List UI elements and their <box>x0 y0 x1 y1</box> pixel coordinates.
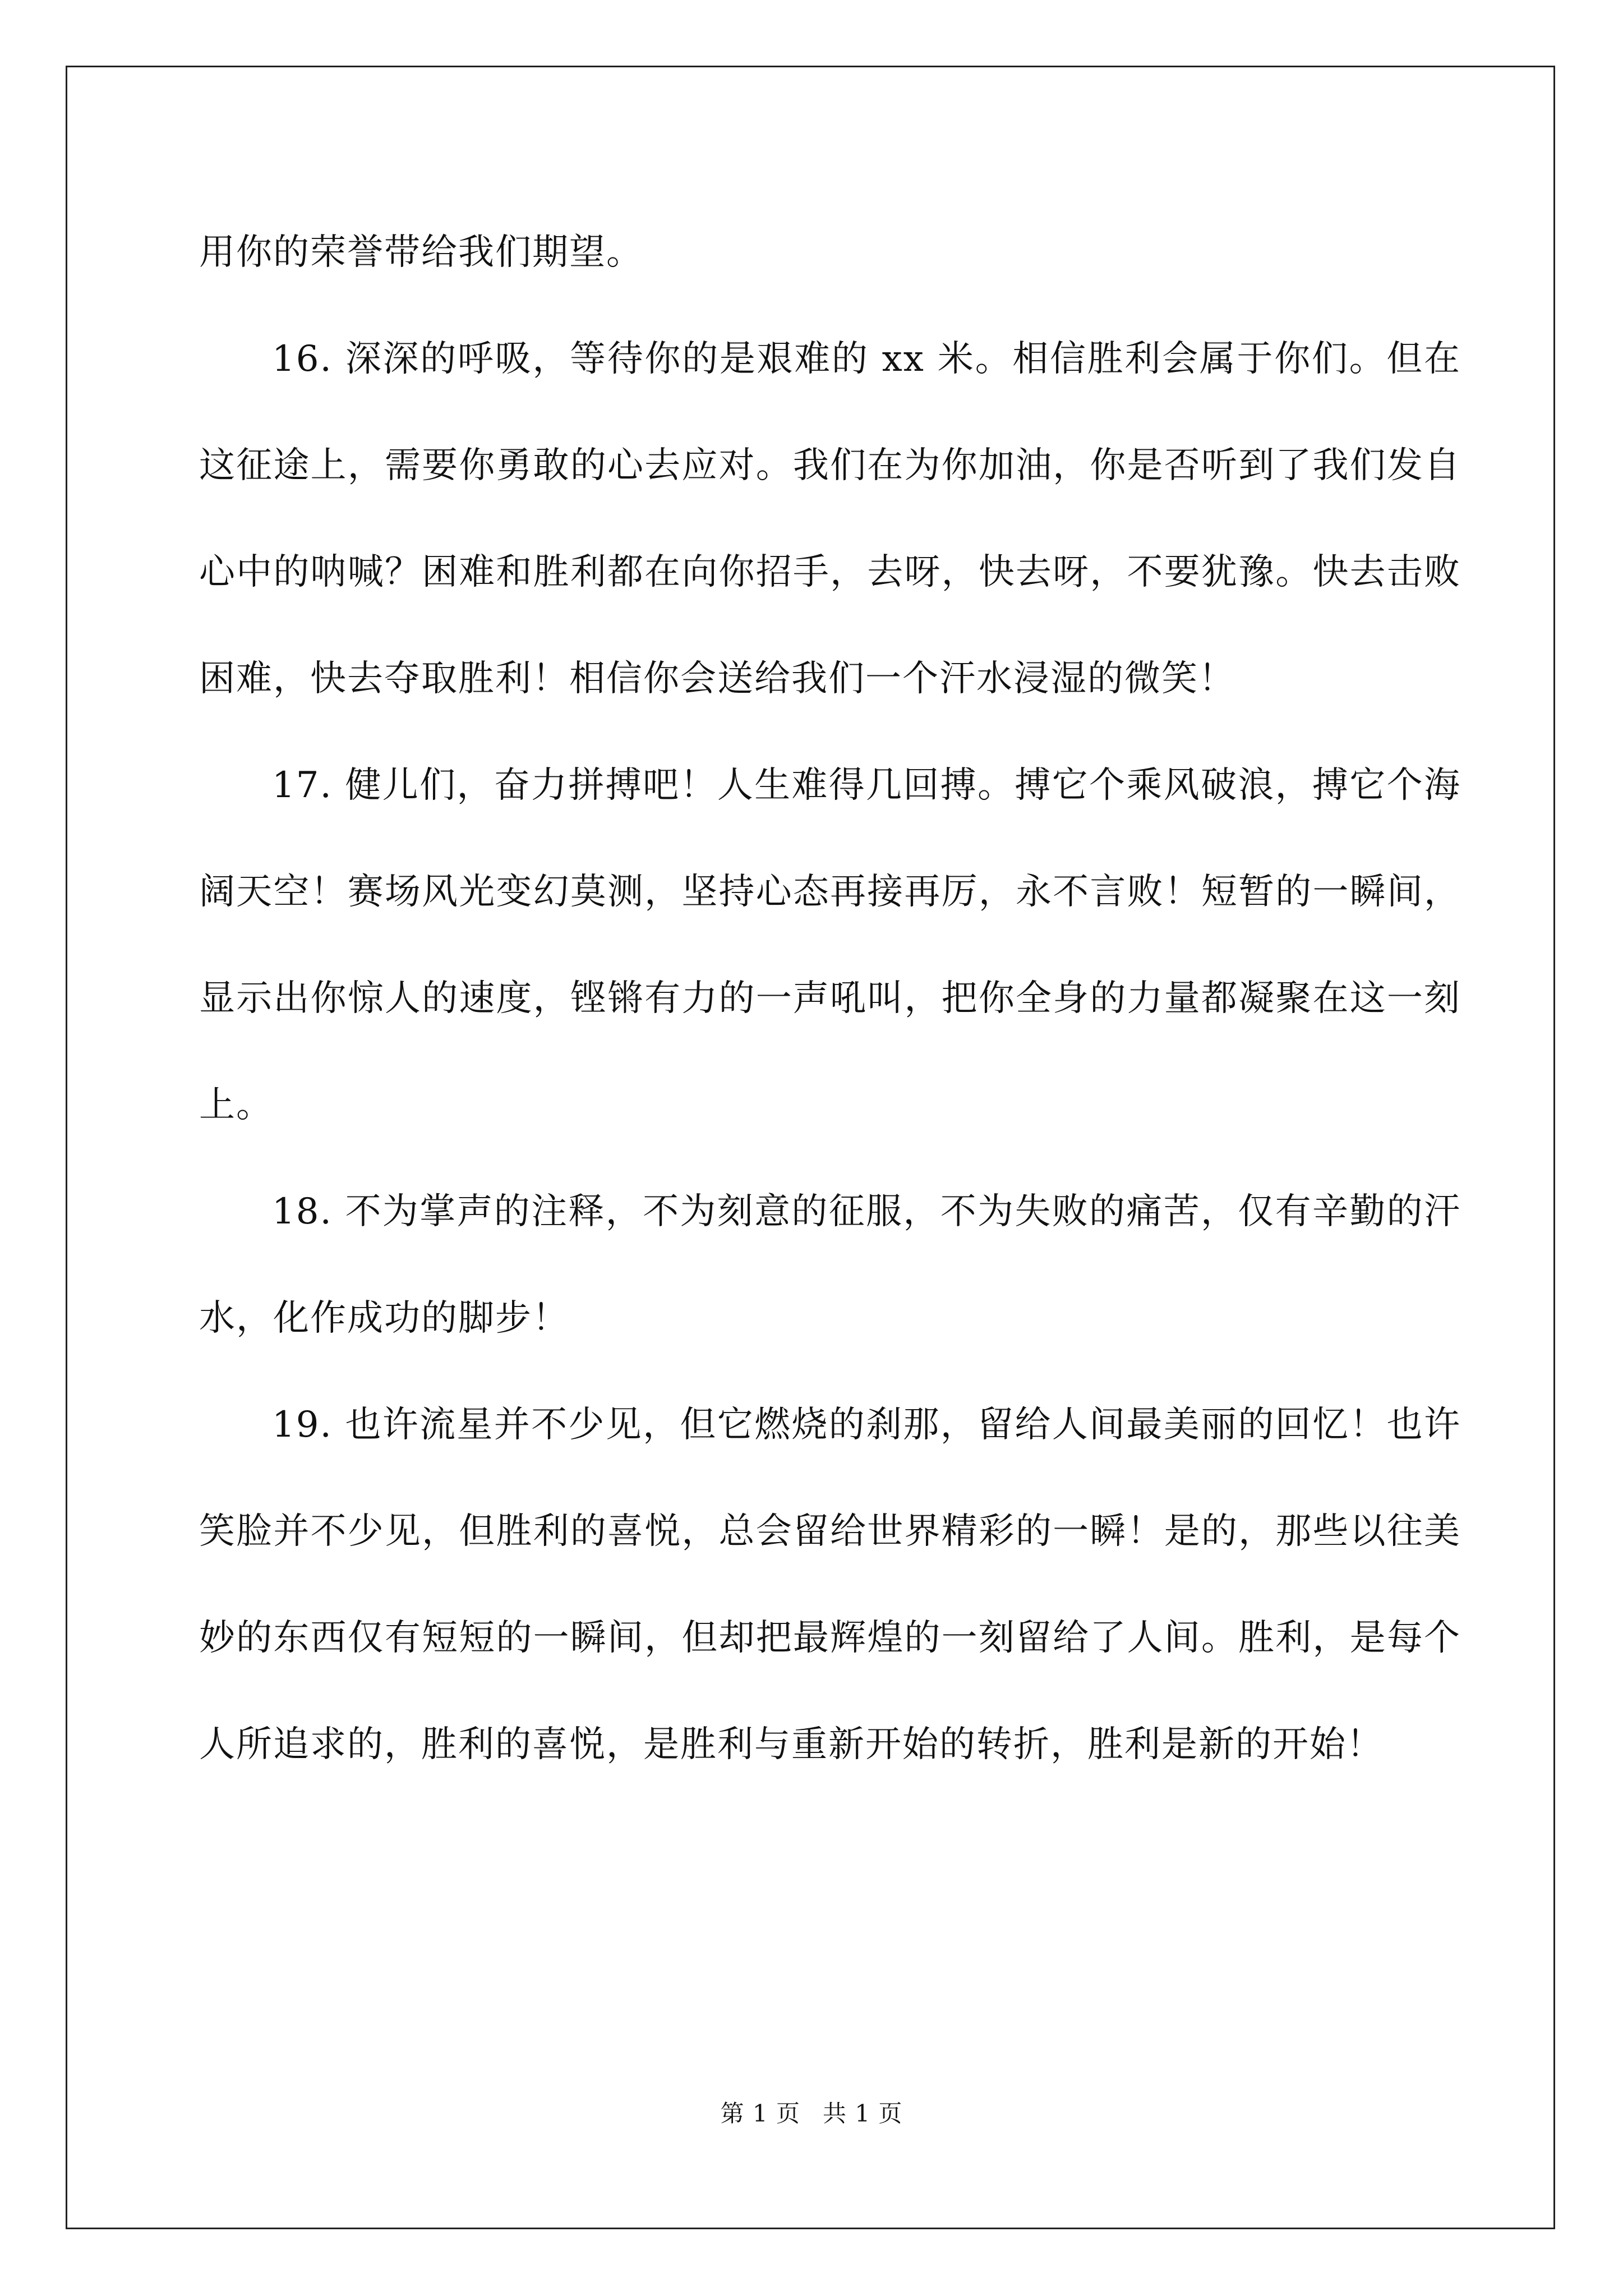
page-number-total: 共 1 页 <box>823 2100 903 2127</box>
paragraph-16: 16. 深深的呼吸，等待你的是艰难的 xx 米。相信胜利会属于你们。但在这征途上，需要你勇敢的心去应对。我们在为你加油，你是否听到了我们发自心中的呐喊？困难和胜利都在向你招手，去呀，快去呀，不要犹豫。快去击败困难，快去夺取胜利！相信你会送给我们一个汗水浸湿的微笑！ <box>199 338 1461 700</box>
paragraph-18: 18. 不为掌声的注释，不为刻意的征服，不为失败的痛苦，仅有辛勤的汗水，化作成功的脚步！ <box>199 1191 1461 1339</box>
paragraph-continuation: 用你的荣誉带给我们期望。 <box>199 232 643 273</box>
paragraph-19: 19. 也许流星并不少见，但它燃烧的刹那，留给人间最美丽的回忆！也许笑脸并不少见，但胜利的喜悦，总会留给世界精彩的一瞬！是的，那些以往美妙的东西仅有短短的一瞬间，但却把最辉煌的一刻留给了人间。胜利，是每个人所追求的，胜利的喜悦，是胜利与重新开始的转折，胜利是新的开始！ <box>199 1404 1461 1765</box>
document-body <box>199 199 1461 1798</box>
page-number-current: 第 1 页 <box>720 2100 800 2127</box>
paragraph-17: 17. 健儿们，奋力拼搏吧！人生难得几回搏。搏它个乘风破浪，搏它个海阔天空！赛场风光变幻莫测，坚持心态再接再厉，永不言败！短暂的一瞬间，显示出你惊人的速度，铿锵有力的一声吼叫，把你全身的力量都凝聚在这一刻上。 <box>199 765 1461 1126</box>
page-footer <box>0 2097 1623 2131</box>
